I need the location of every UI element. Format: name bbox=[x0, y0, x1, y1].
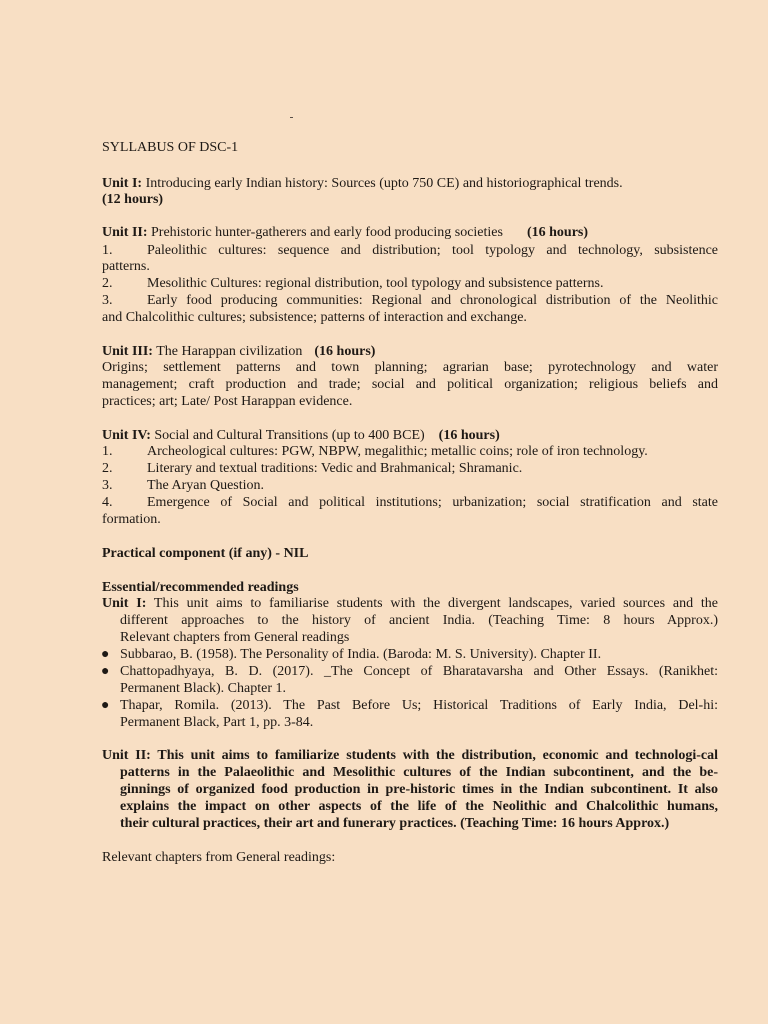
unit2-heading bbox=[102, 224, 718, 241]
unit3-heading bbox=[102, 343, 718, 360]
unit3-line-1: Origins; settlement patterns and town planning; agrarian base; pyrotechnology and water bbox=[102, 360, 718, 375]
unit1-label: Unit I: bbox=[102, 176, 143, 191]
unit1-heading bbox=[102, 175, 718, 192]
bullet-icon: ● bbox=[101, 664, 110, 679]
unit4-hours: (16 hours) bbox=[438, 428, 500, 443]
unit3-label: Unit III: bbox=[102, 344, 153, 359]
unit2-hours: (16 hours) bbox=[526, 225, 589, 240]
item-number: 4. bbox=[102, 495, 113, 510]
item-number: 2. bbox=[102, 461, 113, 476]
unit3-hours: (16 hours) bbox=[314, 344, 376, 359]
item-number: 3. bbox=[102, 478, 113, 493]
page-title: SYLLABUS OF DSC-1 bbox=[102, 140, 239, 155]
unit4-text: Social and Cultural Transitions (up to 400 BCE) bbox=[150, 428, 425, 443]
readings-unit1-line-3: Relevant chapters from General readings bbox=[120, 630, 350, 645]
relevant-chapters-heading: Relevant chapters from General readings: bbox=[102, 850, 336, 865]
unit4-heading bbox=[102, 427, 718, 444]
readings-unit1-intro: This unit aims to familiarise students with the divergent landscapes, varied sources and the bbox=[146, 596, 718, 611]
item-number: 1. bbox=[102, 444, 113, 459]
scan-speck bbox=[290, 117, 293, 118]
readings-unit2-line-2: patterns in the Palaeolithic and Mesolithic cultures of the Indian subcontinent, and the be- bbox=[120, 765, 718, 780]
item-text: Emergence of Social and political institutions; urbanization; social stratification and state bbox=[147, 495, 718, 510]
unit1-text: Introducing early Indian history: Sources (upto 750 CE) and historiographical trends. bbox=[142, 176, 623, 191]
readings-unit2-line-5: their cultural practices, their art and funerary practices. (Teaching Time: 16 hours Approx.) bbox=[120, 816, 670, 831]
item-text: Early food producing communities: Regional and chronological distribution of the Neolithic bbox=[147, 293, 718, 308]
reading-thapar: Thapar, Romila. (2013). The Past Before Us; Historical Traditions of Early India, Del-hi: bbox=[120, 698, 718, 713]
unit2-text: Prehistoric hunter-gatherers and early food producing societies bbox=[147, 225, 503, 240]
unit4-item-4-cont: formation. bbox=[102, 512, 161, 527]
readings-unit2-line-4: explains the impact on other aspects of the life of the Neolithic and Chalcolithic humans, bbox=[120, 799, 718, 814]
readings-unit2-label: Unit II: bbox=[102, 748, 151, 763]
readings-unit2-line-3: ginnings of organized food production in pre-historic times in the Indian subcontinent. It also bbox=[120, 782, 718, 797]
unit4-label: Unit IV: bbox=[102, 428, 151, 443]
item-number: 3. bbox=[102, 293, 113, 308]
item-text: Archeological cultures: PGW, NBPW, megalithic; metallic coins; role of iron technology. bbox=[147, 444, 648, 459]
item-number: 2. bbox=[102, 276, 113, 291]
unit2-label: Unit II: bbox=[102, 225, 148, 240]
readings-unit1-first-line bbox=[102, 595, 718, 612]
practical-component: Practical component (if any) - NIL bbox=[102, 546, 309, 561]
unit3-line-3: practices; art; Late/ Post Harappan evidence. bbox=[102, 394, 353, 409]
unit2-item-1-cont: patterns. bbox=[102, 259, 150, 274]
item-text: The Aryan Question. bbox=[147, 478, 265, 493]
bullet-icon: ● bbox=[101, 647, 110, 662]
item-number: 1. bbox=[102, 243, 113, 258]
readings-unit2-intro: This unit aims to familiarize students with the distribution, economic and technologi-cal bbox=[150, 748, 719, 763]
unit3-text: The Harappan civilization bbox=[152, 344, 303, 359]
unit1-hours: (12 hours) bbox=[102, 192, 164, 207]
readings-unit1-label: Unit I: bbox=[102, 596, 147, 611]
unit3-line-2: management; craft production and trade; social and political organization; religious beliefs and bbox=[102, 377, 718, 392]
reading-thapar-cont: Permanent Black, Part 1, pp. 3-84. bbox=[120, 715, 314, 730]
readings-heading: Essential/recommended readings bbox=[102, 580, 299, 595]
item-text: Literary and textual traditions: Vedic and Brahmanical; Shramanic. bbox=[147, 461, 523, 476]
reading-chattopadhyaya-cont: Permanent Black). Chapter 1. bbox=[120, 681, 287, 696]
item-text: Paleolithic cultures: sequence and distribution; tool typology and technology, subsistence bbox=[147, 243, 718, 258]
reading-chattopadhyaya: Chattopadhyaya, B. D. (2017). _The Concept of Bharatavarsha and Other Essays. (Ranikhet: bbox=[120, 664, 718, 679]
readings-unit2-first-line bbox=[102, 747, 718, 764]
item-text: Mesolithic Cultures: regional distribution, tool typology and subsistence patterns. bbox=[147, 276, 604, 291]
readings-unit1-line-2: different approaches to the history of ancient India. (Teaching Time: 8 hours Approx.) bbox=[120, 613, 718, 628]
bullet-icon: ● bbox=[101, 698, 110, 713]
unit2-item-3-cont: and Chalcolithic cultures; subsistence; patterns of interaction and exchange. bbox=[102, 310, 527, 325]
reading-subbarao: Subbarao, B. (1958). The Personality of India. (Baroda: M. S. University). Chapter II. bbox=[120, 647, 602, 662]
